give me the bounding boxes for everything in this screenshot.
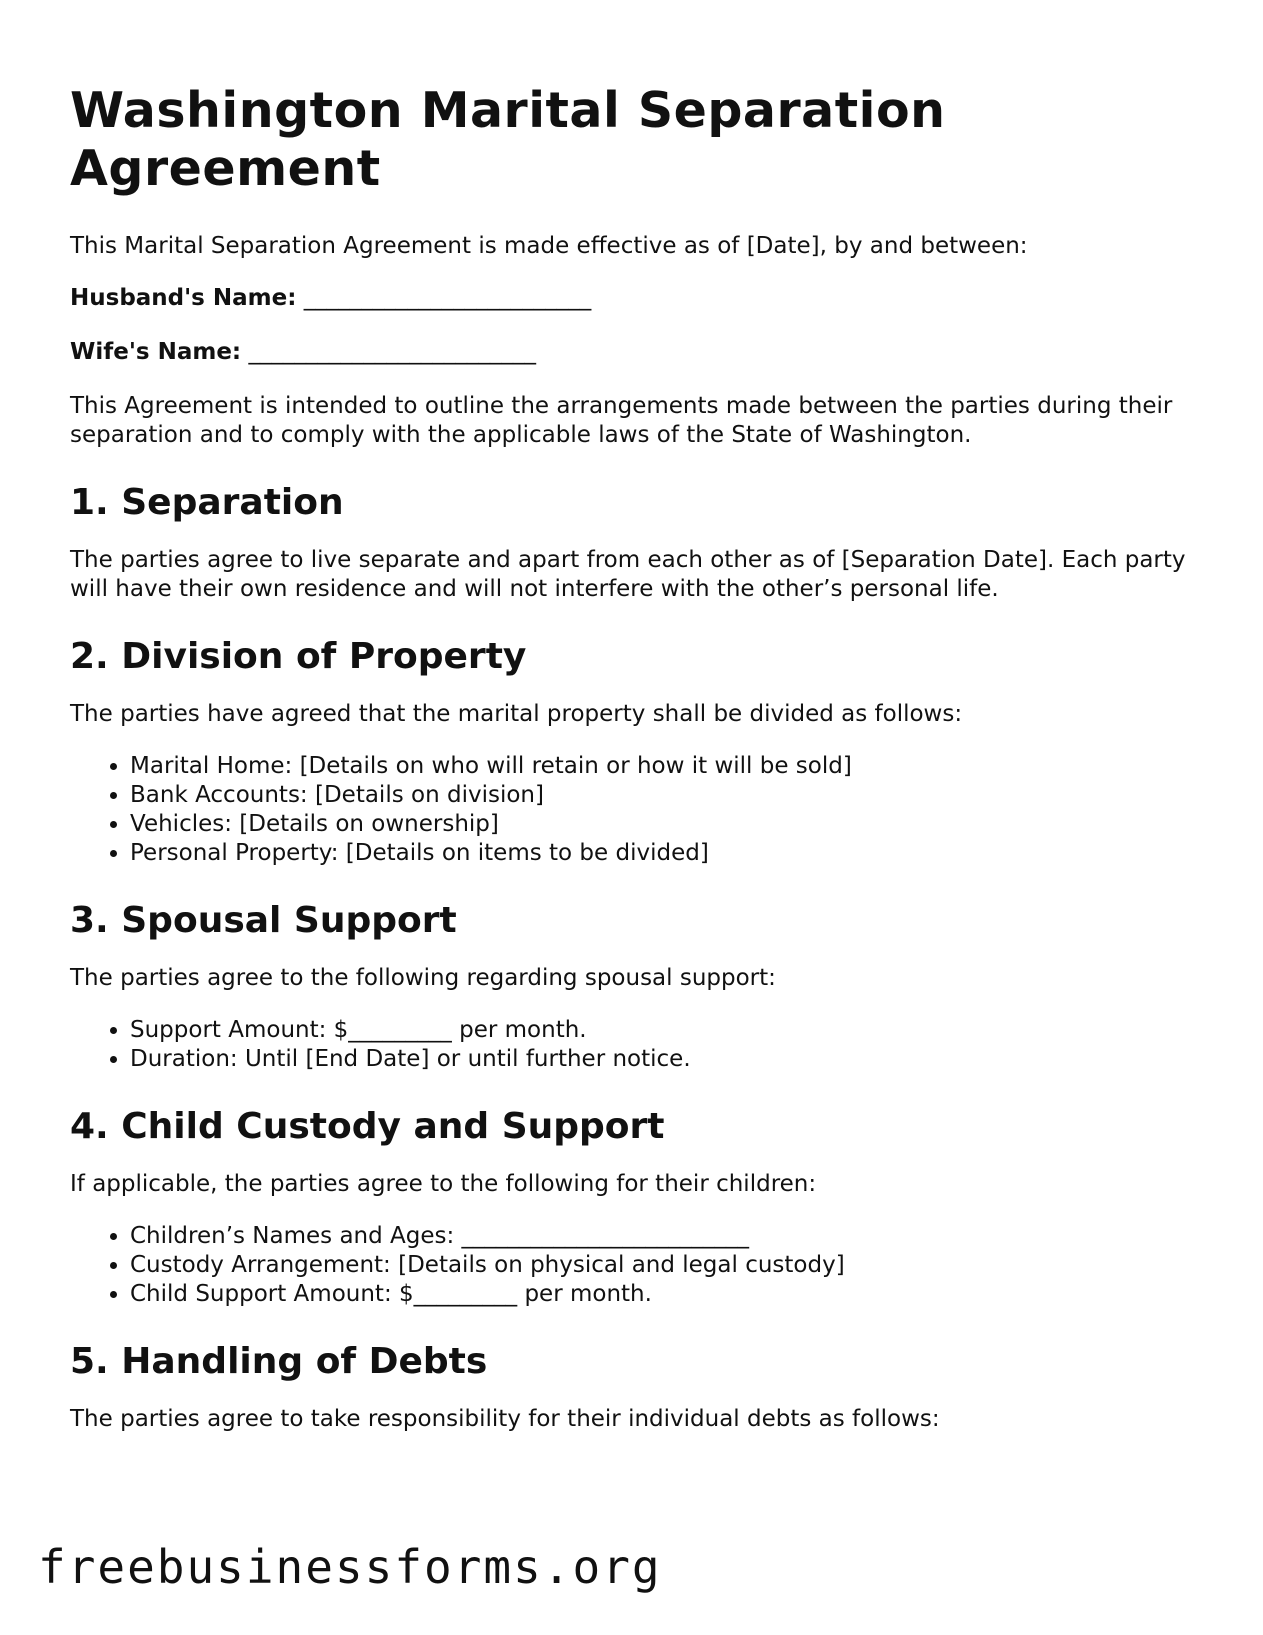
debts-paragraph: The parties agree to take responsibility for their individual debts as follows: xyxy=(70,1406,940,1432)
list-item: • Children’s Names and Ages: _________________________ xyxy=(130,1222,1200,1251)
husband-name-label: Husband's Name: xyxy=(70,285,297,311)
section-heading-separation: 1. Separation xyxy=(70,482,344,523)
husband-name-blank: _________________________ xyxy=(303,285,592,311)
separation-paragraph: The parties agree to live separate and apart from each other as of [Separation Date]. Each party will have their own residence and will not interfere with the other’s personal life. xyxy=(70,547,1186,602)
list-item: • Custody Arrangement: [Details on physical and legal custody] xyxy=(130,1251,1200,1280)
section-heading-spousal-support: 3. Spousal Support xyxy=(70,900,457,941)
list-item: • Bank Accounts: [Details on division] xyxy=(130,781,1200,810)
child-custody-list xyxy=(70,1222,1200,1309)
purpose-paragraph: This Agreement is intended to outline the arrangements made between the parties during their separation and to comply with the applicable laws of the State of Washington. xyxy=(70,393,1173,448)
wife-name-field xyxy=(70,338,1200,367)
section-heading-child-custody: 4. Child Custody and Support xyxy=(70,1106,665,1147)
section-heading-debts: 5. Handling of Debts xyxy=(70,1341,488,1382)
intro-paragraph: This Marital Separation Agreement is made effective as of [Date], by and between: xyxy=(70,233,1028,259)
document-title: Washington Marital Separation Agreement xyxy=(70,82,946,197)
spousal-support-paragraph: The parties agree to the following regarding spousal support: xyxy=(70,965,776,991)
list-item: • Vehicles: [Details on ownership] xyxy=(130,810,1200,839)
list-item: • Support Amount: $_________ per month. xyxy=(130,1016,1200,1045)
section-heading-property: 2. Division of Property xyxy=(70,636,527,677)
list-item: • Duration: Until [End Date] or until further notice. xyxy=(130,1045,1200,1074)
husband-name-field xyxy=(70,284,1200,313)
list-item: • Marital Home: [Details on who will retain or how it will be sold] xyxy=(130,752,1200,781)
document-page xyxy=(70,82,1200,1457)
property-list xyxy=(70,752,1200,868)
spousal-support-list xyxy=(70,1016,1200,1074)
watermark-text: freebusinessforms.org xyxy=(38,1540,662,1594)
property-paragraph: The parties have agreed that the marital property shall be divided as follows: xyxy=(70,701,963,727)
child-custody-paragraph: If applicable, the parties agree to the following for their children: xyxy=(70,1171,817,1197)
wife-name-label: Wife's Name: xyxy=(70,339,242,365)
wife-name-blank: _________________________ xyxy=(248,339,536,365)
list-item: • Child Support Amount: $_________ per month. xyxy=(130,1280,1200,1309)
list-item: • Personal Property: [Details on items to be divided] xyxy=(130,839,1200,868)
